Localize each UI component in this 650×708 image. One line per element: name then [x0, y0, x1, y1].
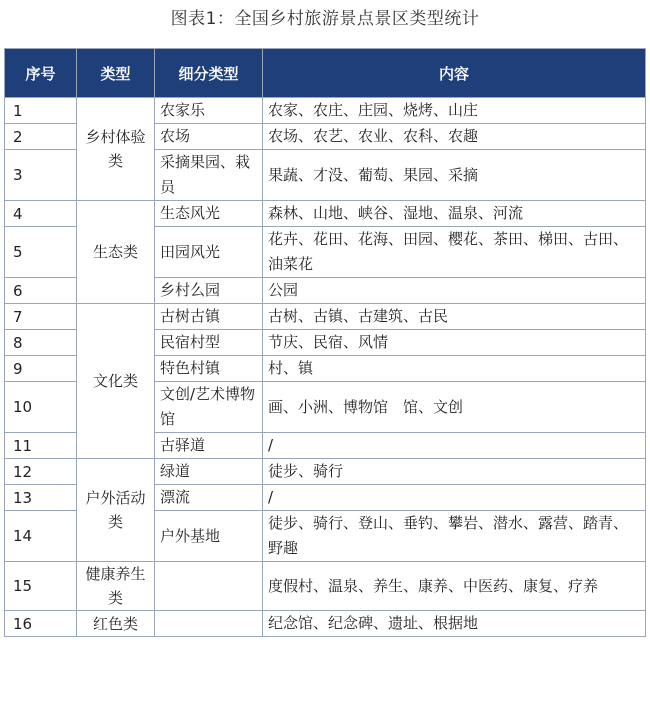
category-cell: 文化类	[77, 304, 155, 459]
subtype-cell: 农家乐	[155, 98, 263, 124]
subtype-cell: 特色村镇	[155, 356, 263, 382]
category-cell: 乡村体验类	[77, 98, 155, 201]
subtype-cell: 文创/艺术博物馆	[155, 382, 263, 433]
table-row	[5, 201, 646, 227]
row-number: 1	[5, 98, 77, 124]
subtype-cell: 户外基地	[155, 511, 263, 562]
category-cell: 生态类	[77, 201, 155, 304]
subtype-cell: 生态风光	[155, 201, 263, 227]
subtype-cell: 民宿村型	[155, 330, 263, 356]
table-row	[5, 562, 646, 611]
content-cell: 徒步、骑行	[263, 459, 646, 485]
content-cell: 节庆、民宿、风情	[263, 330, 646, 356]
subtype-cell: 采摘果园、栽员	[155, 150, 263, 201]
row-number: 3	[5, 150, 77, 201]
category-cell: 户外活动类	[77, 459, 155, 562]
row-number: 8	[5, 330, 77, 356]
content-cell: 古树、古镇、古建筑、古民	[263, 304, 646, 330]
row-number: 6	[5, 278, 77, 304]
row-number: 15	[5, 562, 77, 611]
table-row	[5, 459, 646, 485]
content-cell: 农场、农艺、农业、农科、农趣	[263, 124, 646, 150]
content-cell: 公园	[263, 278, 646, 304]
subtype-cell	[155, 562, 263, 611]
subtype-cell	[155, 611, 263, 637]
table-caption: 图表1：全国乡村旅游景点景区类型统计	[170, 9, 480, 29]
header-category: 类型	[77, 49, 155, 98]
content-cell: 森林、山地、峡谷、湿地、温泉、河流	[263, 201, 646, 227]
row-number: 2	[5, 124, 77, 150]
row-number: 11	[5, 433, 77, 459]
row-number: 16	[5, 611, 77, 637]
subtype-cell: 漂流	[155, 485, 263, 511]
subtype-cell: 古驿道	[155, 433, 263, 459]
row-number: 5	[5, 227, 77, 278]
table-row	[5, 304, 646, 330]
table-row	[5, 98, 646, 124]
header-content: 内容	[263, 49, 646, 98]
row-number: 4	[5, 201, 77, 227]
subtype-cell: 乡村么园	[155, 278, 263, 304]
row-number: 13	[5, 485, 77, 511]
content-cell: 农家、农庄、庄园、烧烤、山庄	[263, 98, 646, 124]
content-cell: 村、镇	[263, 356, 646, 382]
header-subtype: 细分类型	[155, 49, 263, 98]
row-number: 12	[5, 459, 77, 485]
subtype-cell: 绿道	[155, 459, 263, 485]
content-cell: 果蔬、才没、葡萄、果园、采摘	[263, 150, 646, 201]
row-number: 10	[5, 382, 77, 433]
row-number: 7	[5, 304, 77, 330]
subtype-cell: 田园风光	[155, 227, 263, 278]
row-number: 9	[5, 356, 77, 382]
content-cell: 纪念馆、纪念碑、遗址、根据地	[263, 611, 646, 637]
content-cell: 度假村、温泉、养生、康养、中医药、康复、疗养	[263, 562, 646, 611]
subtype-cell: 农场	[155, 124, 263, 150]
table-row	[5, 611, 646, 637]
row-number: 14	[5, 511, 77, 562]
content-cell: /	[263, 485, 646, 511]
subtype-cell: 古树古镇	[155, 304, 263, 330]
content-cell: 徒步、骑行、登山、垂钓、攀岩、潜水、露营、踏青、野趣	[263, 511, 646, 562]
content-cell: /	[263, 433, 646, 459]
category-cell: 红色类	[77, 611, 155, 637]
header-no: 序号	[5, 49, 77, 98]
content-cell: 花卉、花田、花海、田园、樱花、茶田、梯田、古田、油菜花	[263, 227, 646, 278]
content-cell: 画、小洲、博物馆 馆、文创	[263, 382, 646, 433]
scenic-type-table	[4, 48, 646, 637]
category-cell: 健康养生类	[77, 562, 155, 611]
header-row	[5, 49, 646, 98]
